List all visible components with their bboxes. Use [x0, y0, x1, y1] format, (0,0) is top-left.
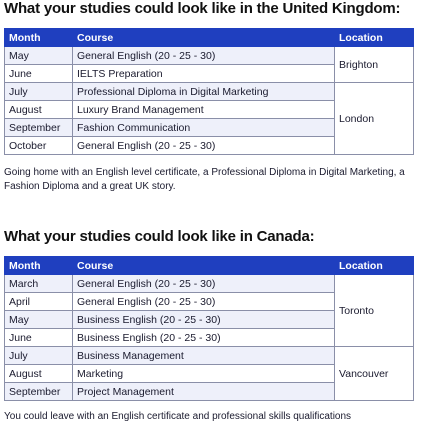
month-cell: September	[5, 119, 73, 137]
course-cell: General English (20 - 25 - 30)	[73, 47, 335, 65]
location-cell-london: London	[335, 83, 414, 155]
location-header: Location	[335, 257, 414, 275]
course-cell: General English (20 - 25 - 30)	[73, 137, 335, 155]
canada-section-title: What your studies could look like in Canada:	[4, 228, 315, 245]
uk-summary-note: Going home with an English level certificate, a Professional Diploma in Digital Marketing, a Fashion Diploma and a great UK story.	[4, 167, 405, 192]
course-cell: IELTS Preparation	[73, 65, 335, 83]
month-cell: May	[5, 311, 73, 329]
course-header: Course	[73, 257, 335, 275]
table-header-row	[5, 257, 414, 275]
course-cell: Business Management	[73, 347, 335, 365]
canada-schedule-table	[4, 256, 414, 401]
month-header: Month	[5, 257, 73, 275]
month-cell: July	[5, 83, 73, 101]
course-cell: Business English (20 - 25 - 30)	[73, 311, 335, 329]
course-cell: Marketing	[73, 365, 335, 383]
month-cell: June	[5, 65, 73, 83]
month-cell: March	[5, 275, 73, 293]
location-cell-brighton: Brighton	[335, 47, 414, 83]
course-cell: General English (20 - 25 - 30)	[73, 275, 335, 293]
location-cell-toronto: Toronto	[335, 275, 414, 347]
location-cell-vancouver: Vancouver	[335, 347, 414, 401]
month-cell: August	[5, 101, 73, 119]
month-cell: August	[5, 365, 73, 383]
table-row	[5, 275, 414, 293]
canada-summary-note: You could leave with an English certificate and professional skills qualifications	[4, 411, 352, 422]
course-cell: Professional Diploma in Digital Marketing	[73, 83, 335, 101]
month-cell: June	[5, 329, 73, 347]
month-cell: May	[5, 47, 73, 65]
course-cell: Business English (20 - 25 - 30)	[73, 329, 335, 347]
month-header: Month	[5, 29, 73, 47]
table-row	[5, 83, 414, 101]
uk-schedule-table	[4, 28, 414, 155]
course-cell: Luxury Brand Management	[73, 101, 335, 119]
location-header: Location	[335, 29, 414, 47]
table-row	[5, 47, 414, 65]
course-cell: Fashion Communication	[73, 119, 335, 137]
month-cell: July	[5, 347, 73, 365]
course-cell: General English (20 - 25 - 30)	[73, 293, 335, 311]
month-cell: September	[5, 383, 73, 401]
table-header-row	[5, 29, 414, 47]
month-cell: April	[5, 293, 73, 311]
course-cell: Project Management	[73, 383, 335, 401]
course-header: Course	[73, 29, 335, 47]
table-row	[5, 347, 414, 365]
uk-section-title: What your studies could look like in the United Kingdom:	[4, 0, 401, 17]
month-cell: October	[5, 137, 73, 155]
